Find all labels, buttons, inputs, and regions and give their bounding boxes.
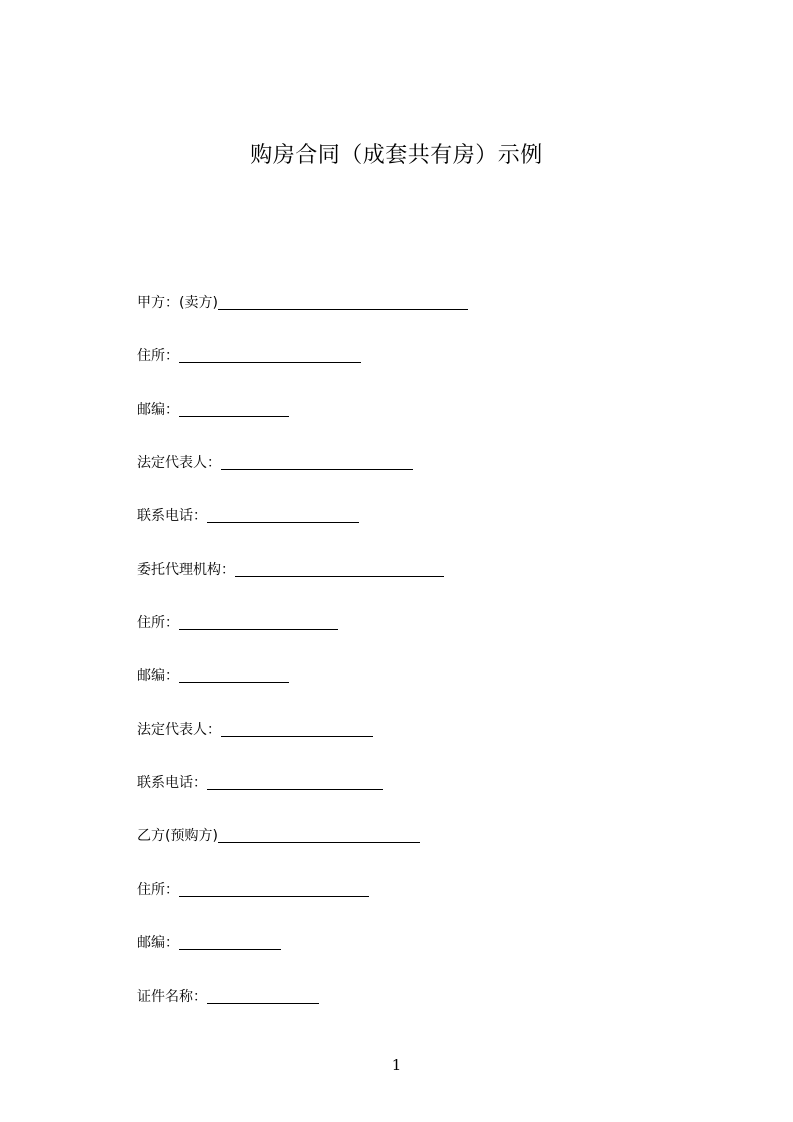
buyer-id-name-field — [137, 984, 319, 1006]
agent-postcode-field — [137, 663, 289, 685]
seller-postcode-field — [137, 397, 289, 419]
agent-phone-field — [137, 770, 383, 792]
buyer-id-name-blank-line — [207, 1002, 319, 1004]
seller-label: 甲方：(卖方) — [137, 295, 218, 311]
buyer-postcode-field — [137, 930, 281, 952]
page-number: 1 — [391, 1056, 402, 1074]
seller-address-field — [137, 343, 361, 365]
agent-postcode-blank-line — [179, 681, 289, 683]
seller-legal-rep-blank-line — [221, 468, 413, 470]
seller-postcode-blank-line — [179, 415, 289, 417]
buyer-address-blank-line — [179, 895, 369, 897]
buyer-id-name-label: 证件名称： — [137, 989, 207, 1005]
seller-legal-rep-field — [137, 450, 413, 472]
agent-legal-rep-label: 法定代表人： — [137, 722, 221, 738]
agent-legal-rep-blank-line — [221, 735, 373, 737]
buyer-label: 乙方(预购方) — [137, 828, 218, 844]
seller-field — [137, 290, 468, 312]
agent-postcode-label: 邮编： — [137, 668, 179, 684]
seller-legal-rep-label: 法定代表人： — [137, 455, 221, 471]
seller-phone-blank-line — [207, 521, 359, 523]
buyer-postcode-label: 邮编： — [137, 935, 179, 951]
agent-address-label: 住所： — [137, 615, 179, 631]
seller-phone-label: 联系电话： — [137, 508, 207, 524]
agent-field — [137, 557, 444, 579]
seller-address-label: 住所： — [137, 348, 179, 364]
buyer-blank-line — [218, 841, 420, 843]
buyer-postcode-blank-line — [179, 948, 281, 950]
buyer-address-field — [137, 877, 369, 899]
seller-address-blank-line — [179, 361, 361, 363]
buyer-address-label: 住所： — [137, 882, 179, 898]
seller-phone-field — [137, 503, 359, 525]
seller-blank-line — [218, 308, 468, 310]
agent-address-field — [137, 610, 338, 632]
document-title: 购房合同（成套共有房）示例 — [250, 143, 543, 168]
agent-phone-blank-line — [207, 788, 383, 790]
agent-address-blank-line — [179, 628, 338, 630]
agent-phone-label: 联系电话： — [137, 775, 207, 791]
buyer-field — [137, 823, 420, 845]
seller-postcode-label: 邮编： — [137, 402, 179, 418]
agent-blank-line — [235, 575, 444, 577]
agent-legal-rep-field — [137, 717, 373, 739]
agent-label: 委托代理机构： — [137, 562, 235, 578]
